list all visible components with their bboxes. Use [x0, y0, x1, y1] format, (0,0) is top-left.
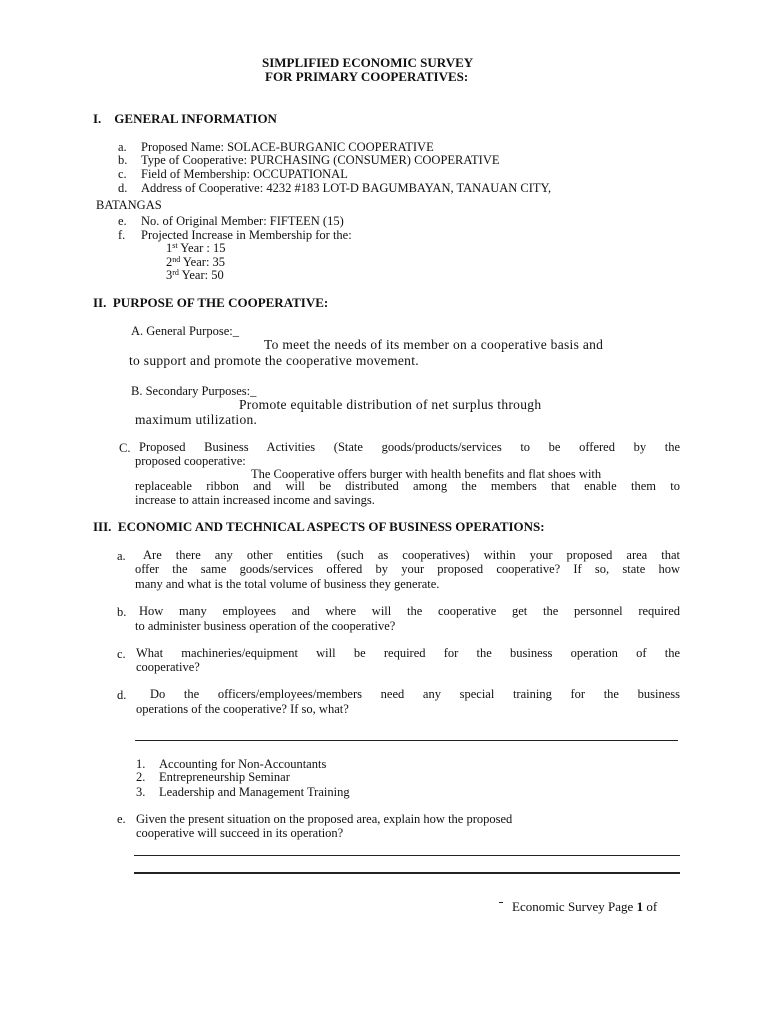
question-a-line1: Are there any other entities (such as cooperatives) within your proposed area that	[143, 548, 680, 562]
item-marker: f.	[118, 228, 126, 242]
question-c-line1: What machineries/equipment will be required for the business operation of the	[136, 646, 680, 660]
question-e-line2: cooperative will succeed in its operation?	[136, 826, 344, 840]
footer-field-mark	[499, 902, 503, 903]
business-activities-body-line3: increase to attain increased income and savings.	[135, 493, 375, 507]
list-item-number: 2.	[136, 770, 146, 784]
general-purpose-label: A. General Purpose:_	[131, 324, 239, 338]
question-b-line2: to administer business operation of the cooperative?	[135, 619, 396, 633]
address-of-cooperative: Address of Cooperative: 4232 #183 LOT-D BAGUMBAYAN, TANAUAN CITY,	[141, 181, 552, 195]
training-item: Leadership and Management Training	[159, 785, 350, 799]
answer-line	[135, 740, 678, 741]
list-item-number: 1.	[136, 757, 146, 771]
answer-line	[134, 872, 680, 874]
secondary-purpose-text-line1: Promote equitable distribution of net surplus through	[239, 397, 542, 412]
question-a-line3: many and what is the total volume of business they generate.	[135, 577, 440, 591]
business-activities-body-line1: The Cooperative offers burger with health benefits and flat shoes with	[251, 467, 602, 481]
year-3-projection: 3rd Year: 50	[166, 268, 224, 282]
projected-increase-label: Projected Increase in Membership for the:	[141, 228, 352, 242]
question-a-line2: offer the same goods/services offered by your proposed cooperative? If so, state how	[135, 562, 680, 576]
proposed-name: Proposed Name: SOLACE-BURGANIC COOPERATIVE	[141, 140, 434, 154]
general-purpose-text-line2: to support and promote the cooperative movement.	[129, 353, 419, 368]
section-heading-general-information: I. GENERAL INFORMATION	[93, 111, 277, 126]
address-continuation: BATANGAS	[96, 198, 162, 212]
training-item: Entrepreneurship Seminar	[159, 770, 290, 784]
number-of-original-members: No. of Original Member: FIFTEEN (15)	[141, 214, 344, 228]
answer-line	[134, 855, 680, 856]
business-activities-label-line1: Proposed Business Activities (State goods/products/services to be offered by the	[139, 440, 680, 454]
footer-of: of	[643, 899, 658, 914]
secondary-purpose-text-line2: maximum utilization.	[135, 412, 258, 427]
item-marker: c.	[118, 167, 127, 181]
item-marker: a.	[117, 549, 126, 563]
field-of-membership: Field of Membership: OCCUPATIONAL	[141, 167, 348, 181]
item-marker: e.	[117, 812, 126, 826]
business-activities-body-line2: replaceable ribbon and will be distributed among the members that enable them to	[135, 479, 680, 493]
item-marker: b.	[118, 153, 128, 167]
question-b-line1: How many employees and where will the cooperative get the personnel required	[139, 604, 680, 618]
page-number: 1	[636, 899, 644, 914]
footer-label: Economic Survey Page	[512, 899, 637, 914]
document-title-line1: SIMPLIFIED ECONOMIC SURVEY	[262, 55, 474, 70]
year-2-projection: 2nd Year: 35	[166, 255, 226, 269]
general-purpose-text-line1: To meet the needs of its member on a cooperative basis and	[264, 337, 604, 352]
section-heading-purpose: II. PURPOSE OF THE COOPERATIVE:	[93, 295, 329, 310]
year-1-projection: 1st Year : 15	[166, 241, 226, 255]
item-marker: b.	[117, 605, 127, 619]
type-of-cooperative: Type of Cooperative: PURCHASING (CONSUMER) COOPERATIVE	[141, 153, 500, 167]
document-title-line2: FOR PRIMARY COOPERATIVES:	[265, 69, 469, 84]
item-marker: a.	[118, 140, 127, 154]
section-heading-economic-technical: III. ECONOMIC AND TECHNICAL ASPECTS OF BUSINESS OPERATIONS:	[93, 519, 545, 534]
item-marker: c.	[117, 647, 126, 661]
item-marker: d.	[117, 688, 127, 702]
business-activities-label-line2: proposed cooperative:	[135, 454, 246, 468]
secondary-purposes-label: B. Secondary Purposes:_	[131, 384, 257, 398]
list-item-number: 3.	[136, 785, 146, 799]
training-item: Accounting for Non-Accountants	[159, 757, 327, 771]
item-marker: d.	[118, 181, 128, 195]
page-footer	[499, 886, 657, 928]
question-e-line1: Given the present situation on the proposed area, explain how the proposed	[136, 812, 513, 826]
question-d-line2: operations of the cooperative? If so, what?	[136, 702, 349, 716]
question-c-line2: cooperative?	[136, 660, 200, 674]
item-marker: e.	[118, 214, 127, 228]
question-d-line1: Do the officers/employees/members need any special training for the business	[150, 687, 680, 701]
item-marker: C.	[119, 441, 131, 455]
